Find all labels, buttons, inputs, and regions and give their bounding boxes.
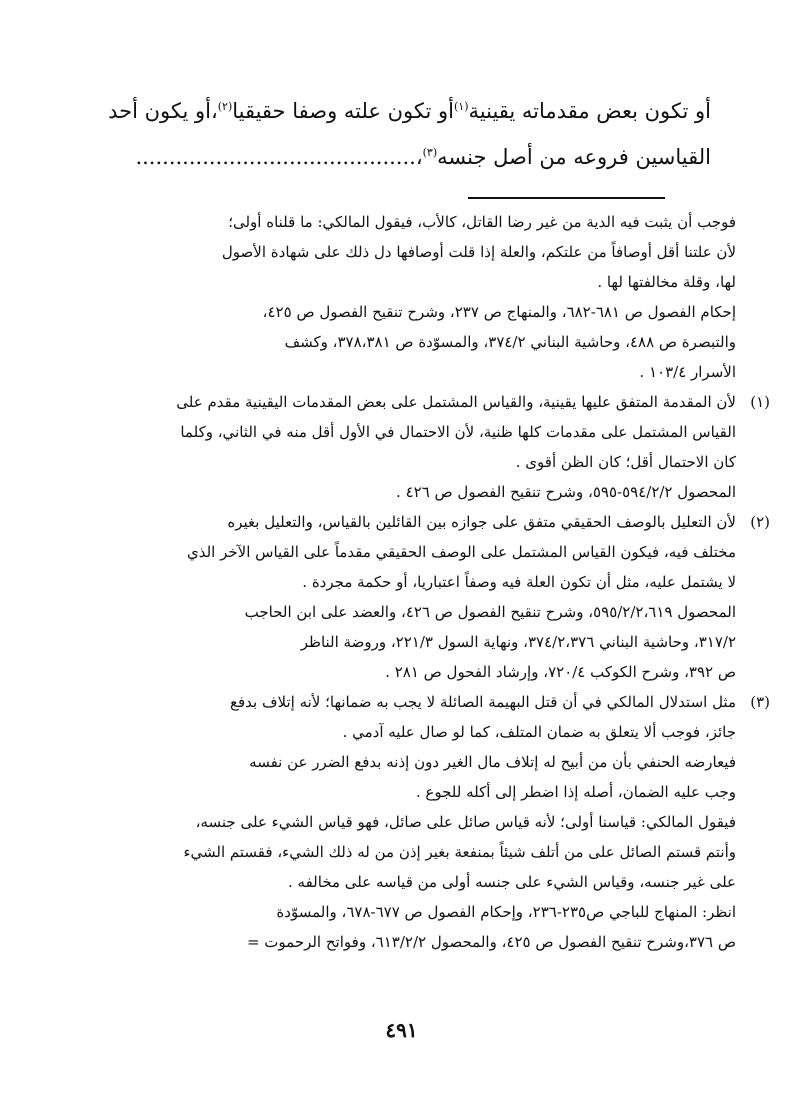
footnote-number: (١) xyxy=(750,393,770,411)
footnote-line: لا يشتمل عليه، مثل أن تكون العلة فيه وصفاً اعتباريا، أو حكمة مجردة . xyxy=(302,573,736,591)
main-text-segment: ،أو يكون أحد xyxy=(108,99,218,123)
footnote-line: ص ٣٩٢، وشرح الكوكب ٧٢٠/٤، وإرشاد الفحول ص ٢٨١ . xyxy=(385,663,736,681)
main-text-line-2 xyxy=(101,134,711,180)
main-text-segment: القياسين فروعه من أصل جنسه xyxy=(437,145,711,169)
main-text-dots: ،.......................................... xyxy=(135,145,423,169)
footnote-line: المحصول ٥٩٤/٢/٢-٥٩٥، وشرح تنقيح الفصول ص ٤٢٦ . xyxy=(396,483,736,501)
footnote-line: القياس المشتمل على مقدمات كلها ظنية، لأن الاحتمال في الأول أقل منه في الثاني، وكلما xyxy=(180,423,736,441)
footnote-line: لأن المقدمة المتفق عليها يقينية، والقياس المشتمل على بعض المقدمات اليقينية مقدم على xyxy=(176,393,736,411)
footnote-line: جائز، فوجب ألا يتعلق به ضمان المتلف، كما لو صال عليه آدمي . xyxy=(342,723,736,741)
footnote-line: ص ٣٧٦،وشرح تنقيح الفصول ص ٤٢٥، والمحصول ٦١٣/٢/٢، وفواتح الرحموت = xyxy=(246,933,736,951)
footnote-line: الأسرار ١٠٣/٤ . xyxy=(639,363,736,381)
footnotes xyxy=(38,207,768,957)
footnote-line: مختلف فيه، فيكون القياس المشتمل على الوصف الحقيقي مقدماً على القياس الآخر الذي xyxy=(186,543,736,561)
footnote-marker-3: (٣) xyxy=(422,146,438,159)
page-number: ٤٩١ xyxy=(385,1018,418,1042)
footnote-line: فيعارضه الحنفي بأن من أبيح له إتلاف مال الغير دون إذنه بدفع الضرر عن نفسه xyxy=(249,753,736,771)
footnote-line: لها، وقلة مخالفتها لها . xyxy=(597,273,736,291)
footnote-line: كان الاحتمال أقل؛ كان الظن أقوى . xyxy=(515,453,736,471)
footnote-line: لأن علتنا أقل أوصافاً من علتكم، والعلة إذا قلت أوصافها دل ذلك على شهادة الأصول xyxy=(221,243,736,261)
footnote-3 xyxy=(38,687,768,957)
main-text-segment: أو تكون علته وصفا حقيقيا xyxy=(232,99,454,123)
footnote-1 xyxy=(38,387,768,507)
footnote-line: لأن التعليل بالوصف الحقيقي متفق على جوازه بين القائلين بالقياس، والتعليل بغيره xyxy=(227,513,736,531)
footnote-marker-1: (١) xyxy=(454,100,469,113)
footnote-number: (٢) xyxy=(750,513,770,531)
footnote-line: ٣١٧/٢، وحاشية البناني ٣٧٤/٢،٣٧٦، ونهاية السول ٢٢١/٣، وروضة الناظر xyxy=(300,633,736,651)
footnote-divider xyxy=(468,197,665,199)
footnote-2 xyxy=(38,507,768,687)
footnote-line: مثل استدلال المالكي في أن قتل البهيمة الصائلة لا يجب به ضمانها؛ لأنه إتلاف بدفع xyxy=(229,693,736,711)
footnote-number: (٣) xyxy=(750,693,770,711)
footnote-line: وجب عليه الضمان، أصله إذا اضطر إلى أكله للجوع . xyxy=(415,783,736,801)
footnote-line: إحكام الفصول ص ٦٨١-٦٨٢، والمنهاج ص ٢٣٧، وشرح تنقيح الفصول ص ٤٢٥، xyxy=(262,303,736,321)
footnote-line: المحصول ٥٩٥/٢/٢،٦١٩، وشرح تنقيح الفصول ص ٤٢٦، والعضد على ابن الحاجب xyxy=(244,603,736,621)
main-text xyxy=(101,88,711,180)
main-text-segment: أو تكون بعض مقدماته يقينية xyxy=(468,99,711,123)
footnote-line: على غير جنسه، وقياس الشيء على جنسه أولى من قياسه على مخالفه . xyxy=(288,873,736,891)
main-text-line-1 xyxy=(101,88,711,134)
footnote-line: وأنتم قستم الصائل على من أتلف شيئاً بمنفعة بغير إذن من له ذلك الشيء، فقستم الشيء xyxy=(183,843,736,861)
footnote-line: انظر: المنهاج للباجي ص٢٣٥-٢٣٦، وإحكام الفصول ص ٦٧٧-٦٧٨، والمسوّدة xyxy=(276,903,736,921)
footnote-line: فوجب أن يثبت فيه الدية من غير رضا القاتل، كالأب، فيقول المالكي: ما قلناه أولى؛ xyxy=(228,213,736,231)
footnote-line: فيقول المالكي: قياسنا أولى؛ لأنه قياس صائل على صائل، فهو قياس الشيء على جنسه، xyxy=(195,813,736,831)
footnote-continuation xyxy=(38,207,768,387)
footnote-line: والتبصرة ص ٤٨٨، وحاشية البناني ٣٧٤/٢، والمسوّدة ص ٣٧٨،٣٨١، وكشف xyxy=(284,333,736,351)
footnote-marker-2: (٢) xyxy=(217,100,233,113)
